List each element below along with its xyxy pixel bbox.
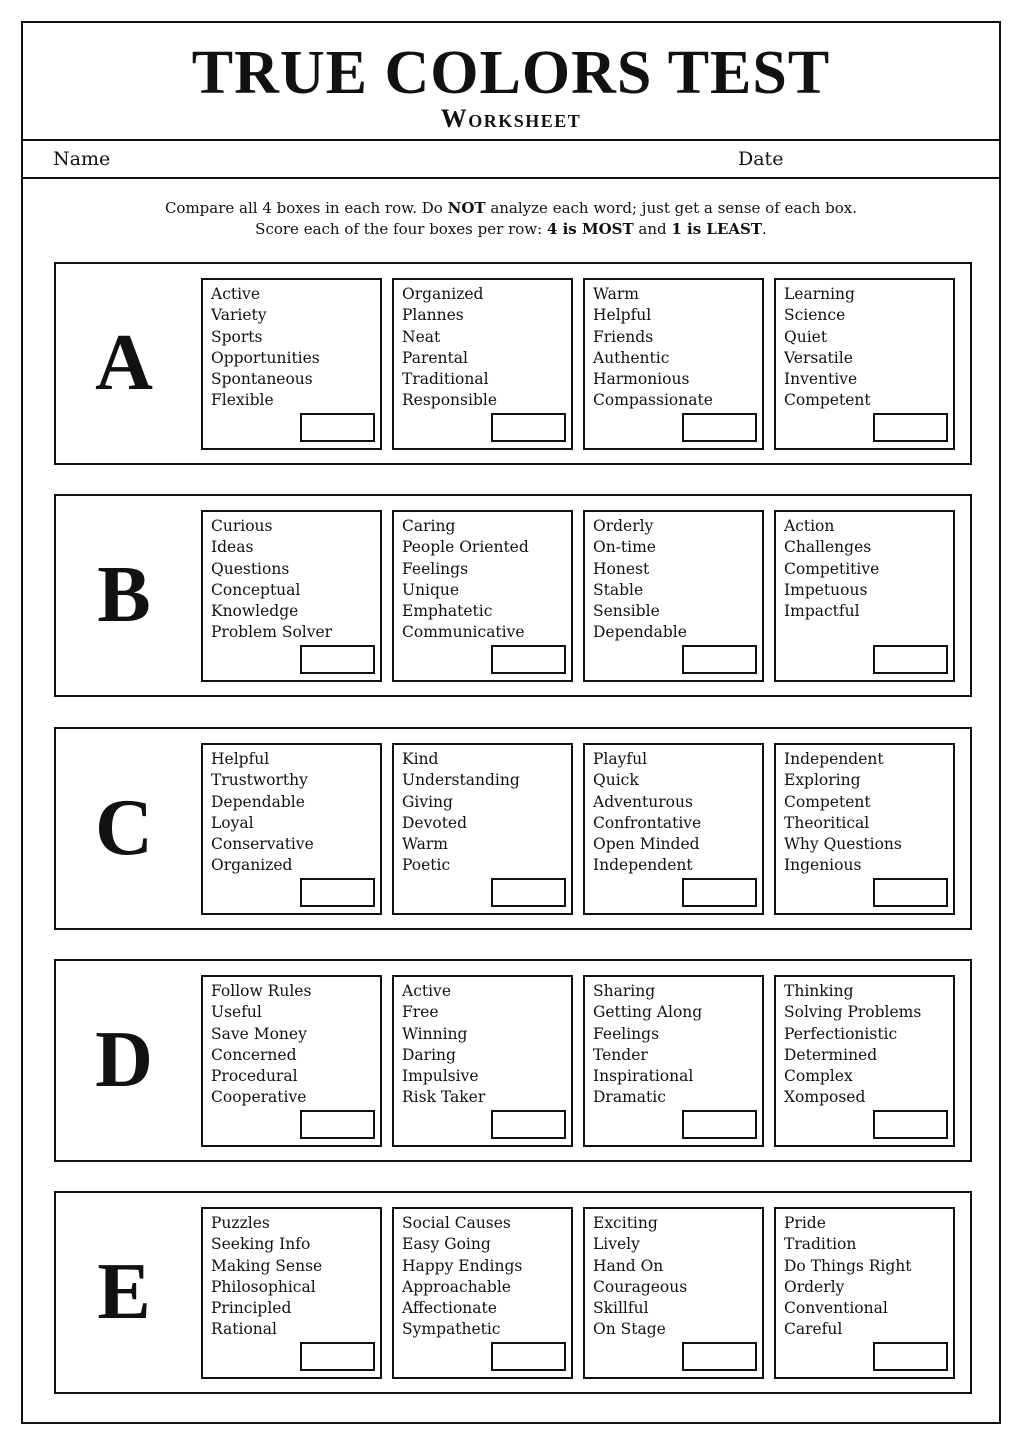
word-item: Seeking Info <box>211 1235 311 1254</box>
word-item: Principled <box>211 1299 292 1318</box>
instructions-line-2 <box>23 219 999 240</box>
word-item: Sharing <box>593 982 656 1000</box>
word-item: Harmonious <box>593 370 690 389</box>
word-item: Solving Problems <box>784 1003 922 1022</box>
word-item: Honest <box>593 559 650 578</box>
word-item: Quick <box>593 771 639 790</box>
worksheet-header <box>23 23 999 141</box>
word-item: Active <box>402 982 451 1000</box>
word-item: Kind <box>402 750 439 768</box>
word-item: Determined <box>784 1045 878 1064</box>
word-box <box>201 278 382 450</box>
word-item: Science <box>784 306 846 325</box>
row-letter: B <box>97 551 151 639</box>
score-field[interactable] <box>491 413 566 442</box>
word-item: Quiet <box>784 327 828 346</box>
word-item: Learning <box>784 285 855 303</box>
word-box <box>201 1207 382 1379</box>
word-item: Independent <box>784 750 884 768</box>
instructions-line-1 <box>23 198 999 219</box>
word-item: Warm <box>402 835 448 854</box>
word-item: Rational <box>211 1320 277 1339</box>
word-item: Organized <box>211 856 293 875</box>
word-item: Playful <box>593 750 648 768</box>
word-item: Compassionate <box>593 391 713 410</box>
worksheet-frame <box>21 21 1001 1424</box>
word-item: Xomposed <box>784 1088 866 1107</box>
word-item: Sensible <box>593 602 660 621</box>
instructions-emphasis: 4 is MOST <box>546 220 634 238</box>
word-item: Authentic <box>593 348 670 367</box>
word-list <box>593 981 702 1109</box>
word-item: Helpful <box>593 306 652 325</box>
word-item: Variety <box>211 306 267 325</box>
word-item: Competent <box>784 391 871 410</box>
score-field[interactable] <box>491 878 566 907</box>
word-item: Impulsive <box>402 1067 479 1086</box>
word-box <box>774 1207 955 1379</box>
word-list <box>402 1213 522 1341</box>
row-a <box>54 262 972 465</box>
row-d <box>54 959 972 1162</box>
word-item: Flexible <box>211 391 274 410</box>
word-list <box>211 284 320 412</box>
row-letter: E <box>97 1248 151 1336</box>
row-letter: C <box>95 784 153 872</box>
instructions-emphasis: NOT <box>447 199 486 217</box>
word-list <box>593 284 713 412</box>
word-box <box>392 1207 573 1379</box>
word-item: Ingenious <box>784 856 862 875</box>
word-item: Competitive <box>784 559 880 578</box>
word-item: Hand On <box>593 1256 664 1275</box>
word-box <box>392 278 573 450</box>
word-item: On-time <box>593 538 656 557</box>
word-item: Parental <box>402 348 468 367</box>
word-item: Caring <box>402 517 456 535</box>
word-item: Action <box>784 517 835 535</box>
word-item: Making Sense <box>211 1256 323 1275</box>
date-label: Date <box>738 148 784 170</box>
word-list <box>784 981 921 1109</box>
word-item: Orderly <box>593 517 654 535</box>
word-item: Confrontative <box>593 813 702 832</box>
word-item: Risk Taker <box>402 1088 486 1107</box>
word-item: Traditional <box>402 370 489 389</box>
word-box <box>201 510 382 682</box>
word-item: Active <box>211 285 260 303</box>
word-box <box>392 510 573 682</box>
word-box <box>392 743 573 915</box>
word-item: Tradition <box>784 1235 857 1254</box>
word-item: Inspirational <box>593 1067 694 1086</box>
word-item: Useful <box>211 1003 262 1022</box>
word-item: Curious <box>211 517 273 535</box>
page-title: TRUE COLORS TEST <box>191 39 831 107</box>
word-item: Problem Solver <box>211 623 333 642</box>
word-item: Tender <box>593 1045 648 1064</box>
word-item: Winning <box>402 1024 468 1043</box>
word-item: Pride <box>784 1214 826 1232</box>
instructions-text: and <box>633 220 672 238</box>
word-item: Perfectionistic <box>784 1024 898 1043</box>
word-item: Ideas <box>211 538 254 557</box>
word-box <box>583 278 764 450</box>
word-item: Concerned <box>211 1045 297 1064</box>
word-box <box>583 743 764 915</box>
word-item: Exploring <box>784 771 861 790</box>
instructions-text: . <box>762 220 767 238</box>
row-b <box>54 494 972 697</box>
word-item: Philosophical <box>211 1277 316 1296</box>
word-item: Careful <box>784 1320 843 1339</box>
word-item: Feelings <box>402 559 469 578</box>
word-item: Communicative <box>402 623 525 642</box>
score-field[interactable] <box>491 645 566 674</box>
word-item: Questions <box>211 559 290 578</box>
score-field[interactable] <box>873 878 948 907</box>
score-field[interactable] <box>873 1342 948 1371</box>
word-item: Knowledge <box>211 602 299 621</box>
name-label: Name <box>53 148 111 170</box>
word-item: Helpful <box>211 750 270 768</box>
word-item: Complex <box>784 1067 853 1086</box>
word-item: Open Minded <box>593 835 700 854</box>
word-box <box>774 510 955 682</box>
word-item: Orderly <box>784 1277 845 1296</box>
score-field[interactable] <box>873 413 948 442</box>
score-field[interactable] <box>873 1110 948 1139</box>
word-list <box>784 1213 912 1341</box>
score-field[interactable] <box>682 878 757 907</box>
page-subtitle: Worksheet <box>440 104 582 133</box>
row-c <box>54 727 972 930</box>
word-item: Warm <box>593 285 639 303</box>
word-list <box>402 284 497 412</box>
score-field[interactable] <box>300 645 375 674</box>
name-date-bar <box>23 141 999 179</box>
word-item: Dramatic <box>593 1088 666 1107</box>
word-item: Organized <box>402 285 484 303</box>
word-box <box>583 1207 764 1379</box>
word-item: Exciting <box>593 1214 658 1232</box>
word-list <box>784 749 902 877</box>
word-item: Social Causes <box>402 1214 511 1232</box>
score-field[interactable] <box>682 645 757 674</box>
word-box <box>774 278 955 450</box>
score-field[interactable] <box>300 878 375 907</box>
word-item: Dependable <box>593 623 687 642</box>
word-item: Loyal <box>211 813 254 832</box>
word-box <box>392 975 573 1147</box>
word-item: Independent <box>593 856 693 875</box>
word-box <box>201 975 382 1147</box>
word-item: Do Things Right <box>784 1256 912 1275</box>
word-item: Sympathetic <box>402 1320 501 1339</box>
instructions-emphasis: 1 is LEAST <box>671 220 763 238</box>
word-item: Dependable <box>211 792 305 811</box>
row-letter: D <box>95 1016 153 1104</box>
word-item: Responsible <box>402 391 497 410</box>
word-item: Opportunities <box>211 348 320 367</box>
score-field[interactable] <box>300 413 375 442</box>
word-item: Challenges <box>784 538 872 557</box>
word-item: Versatile <box>784 348 853 367</box>
word-item: Conventional <box>784 1299 888 1318</box>
word-list <box>211 981 311 1109</box>
word-item: Conceptual <box>211 580 301 599</box>
word-item: Stable <box>593 580 644 599</box>
row-e <box>54 1191 972 1394</box>
instructions-text: analyze each word; just get a sense of each box. <box>485 199 858 217</box>
word-box <box>774 975 955 1147</box>
word-item: Trustworthy <box>211 771 308 790</box>
word-item: Unique <box>402 580 460 599</box>
word-list <box>211 516 332 644</box>
word-item: Sports <box>211 327 263 346</box>
word-item: Happy Endings <box>402 1256 523 1275</box>
word-item: On Stage <box>593 1320 666 1339</box>
word-item: Puzzles <box>211 1214 270 1232</box>
word-box <box>583 975 764 1147</box>
word-box <box>583 510 764 682</box>
word-item: Skillful <box>593 1299 649 1318</box>
instructions-text: Compare all 4 boxes in each row. Do <box>164 199 448 217</box>
word-item: Poetic <box>402 856 451 875</box>
word-list <box>211 749 314 877</box>
word-item: Save Money <box>211 1024 307 1043</box>
word-item: Approachable <box>402 1277 511 1296</box>
word-item: Emphatetic <box>402 602 493 621</box>
word-item: Affectionate <box>402 1299 497 1318</box>
word-item: Thinking <box>784 982 854 1000</box>
word-item: Why Questions <box>784 835 902 854</box>
word-item: Getting Along <box>593 1003 703 1022</box>
word-list <box>402 749 520 877</box>
word-item: Understanding <box>402 771 520 790</box>
word-item: Giving <box>402 792 453 811</box>
word-list <box>784 284 871 412</box>
word-item: Neat <box>402 327 441 346</box>
word-item: Follow Rules <box>211 982 312 1000</box>
word-list <box>402 516 529 644</box>
score-field[interactable] <box>682 1110 757 1139</box>
score-field[interactable] <box>491 1342 566 1371</box>
word-item: Theoritical <box>784 813 870 832</box>
word-item: Plannes <box>402 306 464 325</box>
word-box <box>201 743 382 915</box>
word-item: Procedural <box>211 1067 298 1086</box>
word-item: Adventurous <box>593 792 693 811</box>
word-item: Cooperative <box>211 1088 307 1107</box>
score-field[interactable] <box>491 1110 566 1139</box>
word-item: Courageous <box>593 1277 688 1296</box>
word-item: Friends <box>593 327 654 346</box>
instructions <box>23 198 999 240</box>
word-item: Feelings <box>593 1024 660 1043</box>
word-item: People Oriented <box>402 538 529 557</box>
word-box <box>774 743 955 915</box>
word-item: Conservative <box>211 835 314 854</box>
score-field[interactable] <box>682 413 757 442</box>
word-item: Daring <box>402 1045 456 1064</box>
score-field[interactable] <box>682 1342 757 1371</box>
word-item: Inventive <box>784 370 858 389</box>
word-item: Impactful <box>784 602 860 621</box>
instructions-text: Score each of the four boxes per row: <box>255 220 547 238</box>
word-item: Lively <box>593 1235 640 1254</box>
row-letter: A <box>95 319 153 407</box>
word-item: Free <box>402 1003 439 1022</box>
word-list <box>402 981 485 1109</box>
word-item: Devoted <box>402 813 468 832</box>
word-list <box>593 749 701 877</box>
word-item: Impetuous <box>784 580 868 599</box>
word-list <box>211 1213 322 1341</box>
word-list <box>593 1213 687 1341</box>
word-list <box>784 516 879 622</box>
score-field[interactable] <box>873 645 948 674</box>
word-item: Competent <box>784 792 871 811</box>
word-item: Spontaneous <box>211 370 313 389</box>
word-list <box>593 516 687 644</box>
word-item: Easy Going <box>402 1235 491 1254</box>
score-field[interactable] <box>300 1110 375 1139</box>
score-field[interactable] <box>300 1342 375 1371</box>
